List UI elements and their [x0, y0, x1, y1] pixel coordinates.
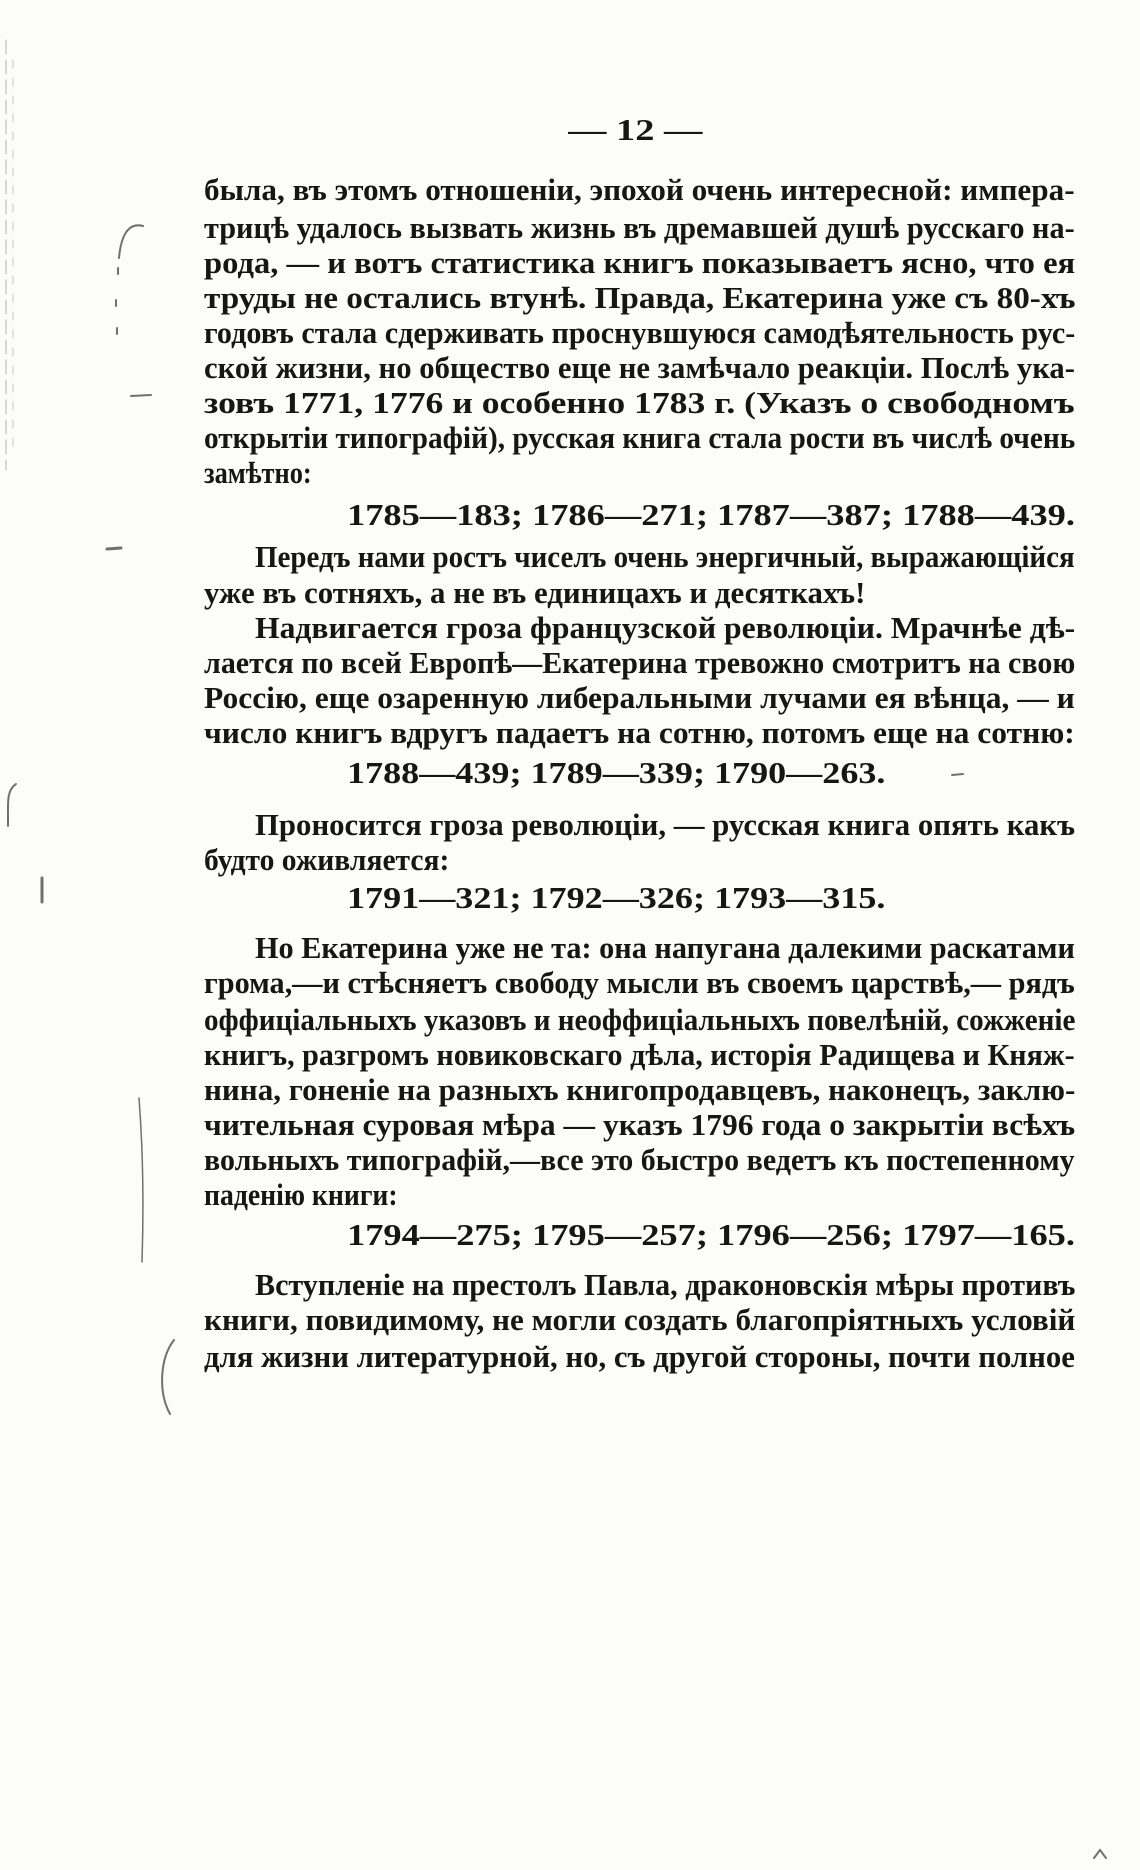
text-line: [204, 313, 1075, 353]
text-line: [204, 713, 1075, 753]
book-count-line: [347, 753, 885, 793]
text-line: [204, 1337, 1075, 1377]
text-line-content: Надвигается гроза французской революціи. Мрачнѣе дѣ-: [255, 610, 1075, 645]
book-count-line: [347, 878, 885, 918]
text-line-content: рода, — и вотъ статистика книгъ показываетъ ясно, что ея: [204, 245, 1075, 280]
text-line: [204, 208, 1075, 248]
text-line-content: грома,—и стѣсняетъ свободу мысли въ своемъ царствѣ,— рядъ: [204, 965, 1075, 1000]
text-line: [204, 348, 1075, 388]
book-count-text: 1794—275; 1795—257; 1796—256; 1797—165.: [347, 1217, 1075, 1252]
pencil-mark: [131, 395, 151, 396]
text-line: [204, 643, 1075, 683]
pencil-mark: [139, 1098, 143, 1262]
text-line: [255, 537, 1075, 577]
text-line-content: труды не остались втунѣ. Правда, Екатерина уже съ 80-хъ: [204, 280, 1075, 315]
text-line: [204, 1070, 1075, 1110]
text-line-content: ской жизни, но общество еще не замѣчало реакціи. Послѣ ука-: [204, 350, 1075, 385]
text-line: [204, 383, 1075, 423]
page-number-text: — 12 —: [568, 112, 703, 147]
text-line-content: вольныхъ типографій,—все это быстро ведетъ къ постепенному: [204, 1142, 1075, 1177]
pencil-mark: [107, 548, 121, 549]
text-line-content: замѣтно:: [204, 455, 312, 490]
text-line-content: книгъ, разгромъ новиковскаго дѣла, исторія Радищева и Княж-: [204, 1037, 1075, 1072]
text-line: [204, 963, 1075, 1003]
text-line: [204, 278, 1075, 318]
pencil-mark: [119, 225, 143, 258]
text-line: [204, 418, 1075, 458]
pencil-mark: [116, 268, 118, 334]
text-line-content: была, въ этомъ отношеніи, эпохой очень интересной: импера-: [204, 172, 1075, 207]
text-line: [204, 1300, 1075, 1340]
text-line: [204, 243, 1075, 283]
page-number: [568, 110, 703, 150]
pencil-mark: [8, 784, 16, 826]
pencil-mark: [162, 1340, 174, 1414]
text-line: [204, 1140, 1075, 1180]
text-line-content: зовъ 1771, 1776 и особенно 1783 г. (Указъ о свободномъ: [204, 385, 1075, 420]
text-line: [255, 608, 1075, 648]
text-line: [204, 840, 449, 880]
text-line-content: Россію, еще озаренную либеральными лучами ея вѣнца, — и: [204, 680, 1075, 715]
text-line-content: нина, гоненіе на разныхъ книгопродавцевъ, наконецъ, заклю-: [204, 1072, 1075, 1107]
text-line-content: открытіи типографій), русская книга стала рости въ числѣ очень: [204, 420, 1075, 455]
text-line: [204, 1105, 1075, 1145]
text-line-content: годовъ стала сдерживать проснувшуюся самодѣятельность рус-: [204, 315, 1075, 350]
text-line-content: Передъ нами ростъ чиселъ очень энергичный, выражающійся: [255, 539, 1075, 574]
text-line: [204, 1035, 1075, 1075]
book-count-line: [347, 495, 1075, 535]
book-count-text: 1791—321; 1792—326; 1793—315.: [347, 880, 885, 915]
text-line: [204, 1175, 398, 1215]
text-line-content: паденію книги:: [204, 1177, 398, 1212]
text-line: [204, 1000, 1075, 1040]
text-line-content: чительная суровая мѣра — указъ 1796 года о закрытіи всѣхъ: [204, 1107, 1075, 1142]
text-line-content: для жизни литературной, но, съ другой стороны, почти полное: [204, 1339, 1075, 1374]
text-line-content: Вступленіе на престолъ Павла, драконовскія мѣры противъ: [255, 1267, 1075, 1302]
pencil-mark: [952, 774, 963, 775]
text-line: [204, 573, 865, 613]
text-line-content: число книгъ вдругъ падаетъ на сотню, потомъ еще на сотню:: [204, 715, 1075, 750]
text-line: [204, 170, 1075, 210]
pencil-mark: [1094, 1850, 1106, 1858]
text-line-content: лается по всей Европѣ—Екатерина тревожно смотритъ на свою: [204, 645, 1075, 680]
text-line-content: книги, повидимому, не могли создать благопріятныхъ условій: [204, 1302, 1075, 1337]
text-line: [255, 1265, 1075, 1305]
book-count-line: [347, 1215, 1075, 1255]
book-count-text: 1785—183; 1786—271; 1787—387; 1788—439.: [347, 497, 1075, 532]
text-line-content: Проносится гроза революціи, — русская книга опять какъ: [255, 807, 1075, 842]
text-line-content: уже въ сотняхъ, а не въ единицахъ и десяткахъ!: [204, 575, 865, 610]
text-line: [255, 805, 1075, 845]
book-count-text: 1788—439; 1789—339; 1790—263.: [347, 755, 885, 790]
text-line-content: будто оживляется:: [204, 842, 449, 877]
text-line-content: Но Екатерина уже не та: она напугана далекими раскатами: [255, 930, 1075, 965]
text-line-content: оффиціальныхъ указовъ и неоффиціальныхъ повелѣній, сожженіе: [204, 1002, 1075, 1037]
text-line: [204, 678, 1075, 718]
text-line: [255, 928, 1075, 968]
text-line-content: трицѣ удалось вызвать жизнь въ дремавшей душѣ русскаго на-: [204, 210, 1075, 245]
text-line: [204, 453, 312, 493]
